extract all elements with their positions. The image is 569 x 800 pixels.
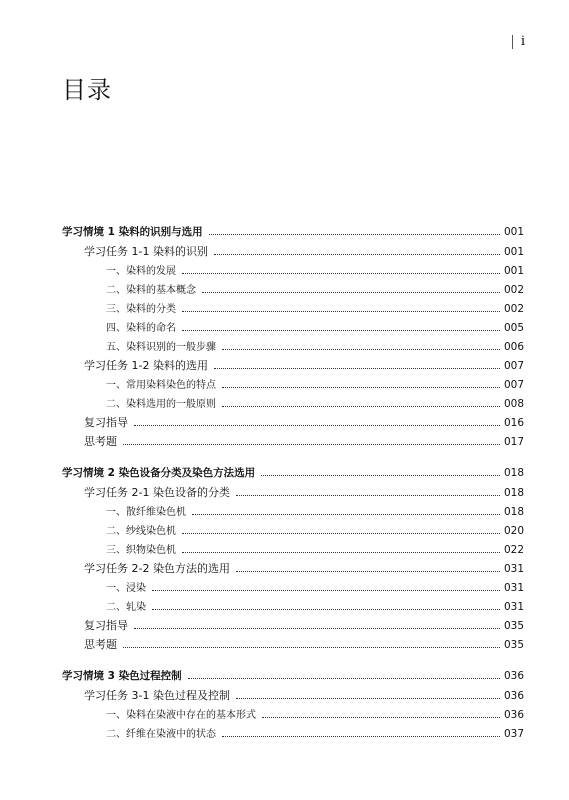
toc-entry-page-number: 007	[503, 379, 524, 391]
toc-entry-label: 五、染料识别的一般步骤	[106, 342, 216, 353]
toc-entry-label: 四、染料的命名	[106, 323, 176, 334]
toc-entry-label: 一、染料的发展	[106, 266, 176, 277]
dot-leader	[152, 590, 500, 591]
dot-leader	[182, 311, 500, 312]
toc-entry-label: 三、织物染色机	[106, 545, 176, 556]
dot-leader	[152, 609, 500, 610]
toc-entry-label: 学习情境 2 染色设备分类及染色方法选用	[62, 467, 256, 479]
dot-leader	[262, 717, 500, 718]
toc-entry-page-number: 002	[503, 303, 524, 315]
dot-leader	[182, 533, 500, 534]
toc-subentry[interactable]	[62, 706, 524, 725]
toc-entry-page-number: 018	[503, 506, 524, 518]
dot-leader	[222, 387, 500, 388]
toc-subentry[interactable]	[62, 579, 524, 598]
toc-entry-page-number: 001	[503, 246, 524, 258]
toc-entry-label: 思考题	[84, 435, 117, 448]
toc-subentry[interactable]	[62, 598, 524, 617]
toc-entry-page-number: 017	[503, 436, 524, 448]
toc-subentry[interactable]	[62, 395, 524, 414]
section-spacer	[62, 452, 524, 465]
toc-entry-page-number: 007	[503, 360, 524, 372]
toc-subentry[interactable]	[62, 541, 524, 560]
toc-entry-label: 一、浸染	[106, 583, 146, 594]
toc-task-entry[interactable]	[62, 687, 524, 706]
dot-leader	[202, 292, 500, 293]
dot-leader	[123, 647, 500, 648]
dot-leader	[214, 368, 500, 369]
dot-leader	[209, 234, 500, 235]
section-spacer	[62, 655, 524, 668]
toc-entry-label: 复习指导	[84, 619, 128, 632]
toc-task-entry[interactable]	[62, 243, 524, 262]
dot-leader	[222, 406, 500, 407]
dot-leader	[214, 254, 500, 255]
toc-entry-page-number: 035	[503, 620, 524, 632]
toc-entry-label: 二、轧染	[106, 602, 146, 613]
toc-entry-page-number: 006	[503, 341, 524, 353]
toc-entry-page-number: 005	[503, 322, 524, 334]
toc-entry-page-number: 001	[503, 226, 524, 238]
toc-entry-page-number: 036	[503, 709, 524, 721]
toc-entry-page-number: 001	[503, 265, 524, 277]
toc-subentry[interactable]	[62, 338, 524, 357]
dot-leader	[236, 495, 500, 496]
toc-entry-label: 思考题	[84, 638, 117, 651]
dot-leader	[261, 475, 500, 476]
toc-entry-page-number: 031	[503, 601, 524, 613]
toc-entry-page-number: 018	[503, 467, 524, 479]
toc-subentry[interactable]	[62, 281, 524, 300]
toc-section-heading[interactable]	[62, 224, 524, 243]
toc-entry-page-number: 008	[503, 398, 524, 410]
toc-entry-label: 复习指导	[84, 416, 128, 429]
toc-task-entry[interactable]	[62, 414, 524, 433]
dot-leader	[236, 571, 500, 572]
toc-entry-page-number: 035	[503, 639, 524, 651]
toc-task-entry[interactable]	[62, 636, 524, 655]
page-number: i	[520, 34, 525, 49]
dot-leader	[134, 425, 500, 426]
toc-entry-label: 二、染料选用的一般原则	[106, 399, 216, 410]
dot-leader	[182, 552, 500, 553]
toc-entry-label: 一、染料在染液中存在的基本形式	[106, 710, 256, 721]
toc-entry-label: 二、染料的基本概念	[106, 285, 196, 296]
toc-entry-page-number: 020	[503, 525, 524, 537]
toc-task-entry[interactable]	[62, 357, 524, 376]
dot-leader	[123, 444, 500, 445]
dot-leader	[134, 628, 500, 629]
toc-entry-label: 学习任务 1-2 染料的选用	[84, 359, 208, 372]
dot-leader	[182, 273, 500, 274]
toc-subentry[interactable]	[62, 725, 524, 744]
page-header	[512, 34, 525, 49]
toc-entry-label: 学习任务 2-2 染色方法的选用	[84, 562, 230, 575]
toc-subentry[interactable]	[62, 319, 524, 338]
toc-subentry[interactable]	[62, 503, 524, 522]
toc-task-entry[interactable]	[62, 560, 524, 579]
toc-task-entry[interactable]	[62, 433, 524, 452]
toc-entry-label: 一、散纤维染色机	[106, 507, 186, 518]
dot-leader	[236, 698, 500, 699]
toc-subentry[interactable]	[62, 376, 524, 395]
table-of-contents	[62, 224, 524, 744]
page-title: 目录	[62, 76, 112, 104]
toc-entry-label: 一、常用染料染色的特点	[106, 380, 216, 391]
dot-leader	[192, 514, 500, 515]
toc-entry-page-number: 036	[503, 670, 524, 682]
toc-entry-label: 学习任务 2-1 染色设备的分类	[84, 486, 230, 499]
toc-entry-page-number: 036	[503, 690, 524, 702]
toc-entry-page-number: 037	[503, 728, 524, 740]
toc-task-entry[interactable]	[62, 484, 524, 503]
toc-entry-label: 二、纱线染色机	[106, 526, 176, 537]
toc-entry-page-number: 016	[503, 417, 524, 429]
toc-entry-label: 学习情境 3 染色过程控制	[62, 670, 182, 682]
dot-leader	[222, 349, 500, 350]
toc-entry-label: 学习任务 1-1 染料的识别	[84, 245, 208, 258]
toc-section-heading[interactable]	[62, 465, 524, 484]
toc-entry-page-number: 031	[503, 563, 524, 575]
toc-entry-label: 三、染料的分类	[106, 304, 176, 315]
toc-section-heading[interactable]	[62, 668, 524, 687]
dot-leader	[182, 330, 500, 331]
toc-entry-label: 二、纤维在染液中的状态	[106, 729, 216, 740]
toc-subentry[interactable]	[62, 262, 524, 281]
toc-entry-page-number: 031	[503, 582, 524, 594]
toc-subentry[interactable]	[62, 300, 524, 319]
dot-leader	[222, 736, 500, 737]
header-divider	[512, 35, 513, 49]
dot-leader	[188, 678, 500, 679]
toc-task-entry[interactable]	[62, 617, 524, 636]
toc-entry-page-number: 018	[503, 487, 524, 499]
toc-subentry[interactable]	[62, 522, 524, 541]
toc-entry-page-number: 022	[503, 544, 524, 556]
toc-entry-page-number: 002	[503, 284, 524, 296]
toc-entry-label: 学习情境 1 染料的识别与选用	[62, 226, 203, 238]
toc-entry-label: 学习任务 3-1 染色过程及控制	[84, 689, 230, 702]
